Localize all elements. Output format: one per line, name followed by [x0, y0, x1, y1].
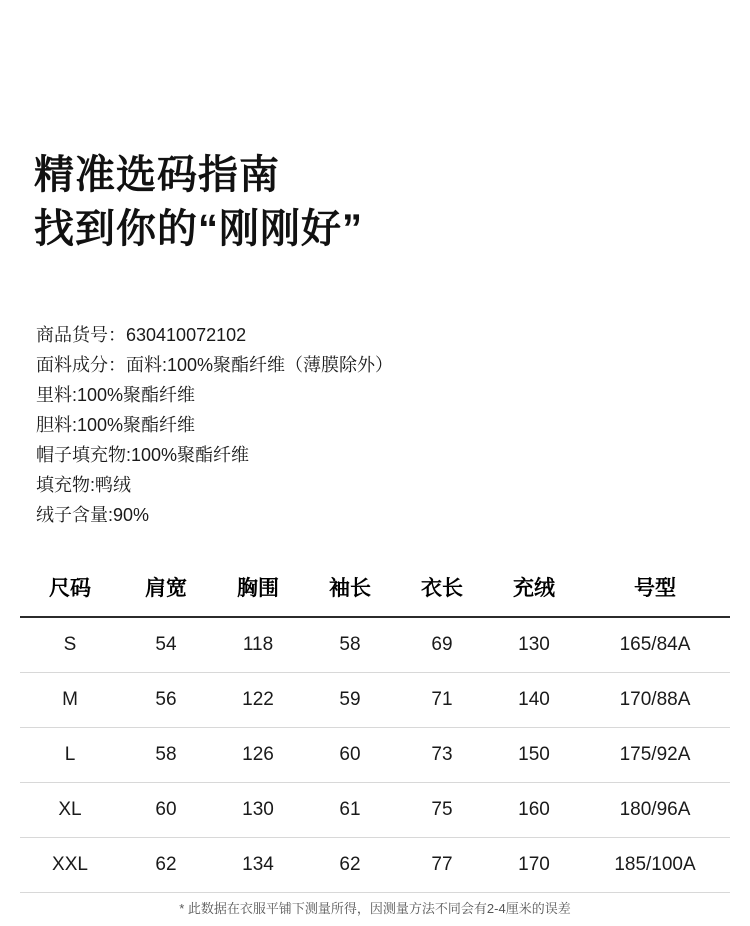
table-header-sleeve: 袖长	[304, 566, 396, 617]
cell-sleeve: 58	[304, 617, 396, 673]
table-header-size: 尺码	[20, 566, 120, 617]
cell-bust: 130	[212, 783, 304, 838]
table-header-length: 衣长	[396, 566, 488, 617]
product-specs	[36, 320, 726, 530]
cell-bust: 122	[212, 673, 304, 728]
cell-size: XXL	[20, 838, 120, 893]
table-header-down-fill: 充绒	[488, 566, 580, 617]
table-header-spec-code: 号型	[580, 566, 730, 617]
cell-spec-code: 170/88A	[580, 673, 730, 728]
spec-item-hood-filling: 帽子填充物:100%聚酯纤维	[36, 445, 250, 465]
cell-size: S	[20, 617, 120, 673]
cell-bust: 126	[212, 728, 304, 783]
table-row	[20, 783, 730, 838]
spec-item-lining: 里料:100%聚酯纤维	[36, 385, 196, 405]
cell-down-fill: 140	[488, 673, 580, 728]
table-row	[20, 838, 730, 893]
cell-down-fill: 160	[488, 783, 580, 838]
table-row	[20, 673, 730, 728]
table-row	[20, 617, 730, 673]
size-table	[20, 566, 730, 893]
cell-down-fill: 130	[488, 617, 580, 673]
cell-sleeve: 61	[304, 783, 396, 838]
cell-length: 69	[396, 617, 488, 673]
page-title-line-2: 找到你的“刚刚好”	[34, 207, 363, 251]
cell-spec-code: 180/96A	[580, 783, 730, 838]
spec-item-fabric-composition: 面料成分：面料:100%聚酯纤维（薄膜除外）	[36, 355, 394, 375]
cell-shoulder: 54	[120, 617, 212, 673]
cell-size: XL	[20, 783, 120, 838]
page-title-line-1: 精准选码指南	[34, 153, 280, 197]
cell-bust: 134	[212, 838, 304, 893]
cell-sleeve: 62	[304, 838, 396, 893]
page-title	[34, 148, 716, 256]
cell-spec-code: 175/92A	[580, 728, 730, 783]
cell-shoulder: 58	[120, 728, 212, 783]
cell-length: 73	[396, 728, 488, 783]
spec-item-down-content: 绒子含量:90%	[36, 505, 150, 525]
measurement-footnote: * 此数据在衣服平铺下测量所得，因测量方法不同会有2-4厘米的误差	[179, 901, 571, 916]
spec-item-interlining: 胆料:100%聚酯纤维	[36, 415, 196, 435]
cell-size: L	[20, 728, 120, 783]
spec-item-filling: 填充物:鸭绒	[36, 475, 132, 495]
cell-sleeve: 59	[304, 673, 396, 728]
cell-shoulder: 60	[120, 783, 212, 838]
table-header-shoulder: 肩宽	[120, 566, 212, 617]
cell-shoulder: 56	[120, 673, 212, 728]
cell-shoulder: 62	[120, 838, 212, 893]
table-header-bust: 胸围	[212, 566, 304, 617]
cell-spec-code: 185/100A	[580, 838, 730, 893]
table-header-row	[20, 566, 730, 617]
size-table-container	[20, 566, 730, 893]
cell-spec-code: 165/84A	[580, 617, 730, 673]
spec-item-article-number: 商品货号：630410072102	[36, 325, 247, 345]
cell-down-fill: 150	[488, 728, 580, 783]
cell-down-fill: 170	[488, 838, 580, 893]
cell-length: 77	[396, 838, 488, 893]
table-row	[20, 728, 730, 783]
cell-bust: 118	[212, 617, 304, 673]
cell-size: M	[20, 673, 120, 728]
cell-length: 71	[396, 673, 488, 728]
cell-length: 75	[396, 783, 488, 838]
cell-sleeve: 60	[304, 728, 396, 783]
